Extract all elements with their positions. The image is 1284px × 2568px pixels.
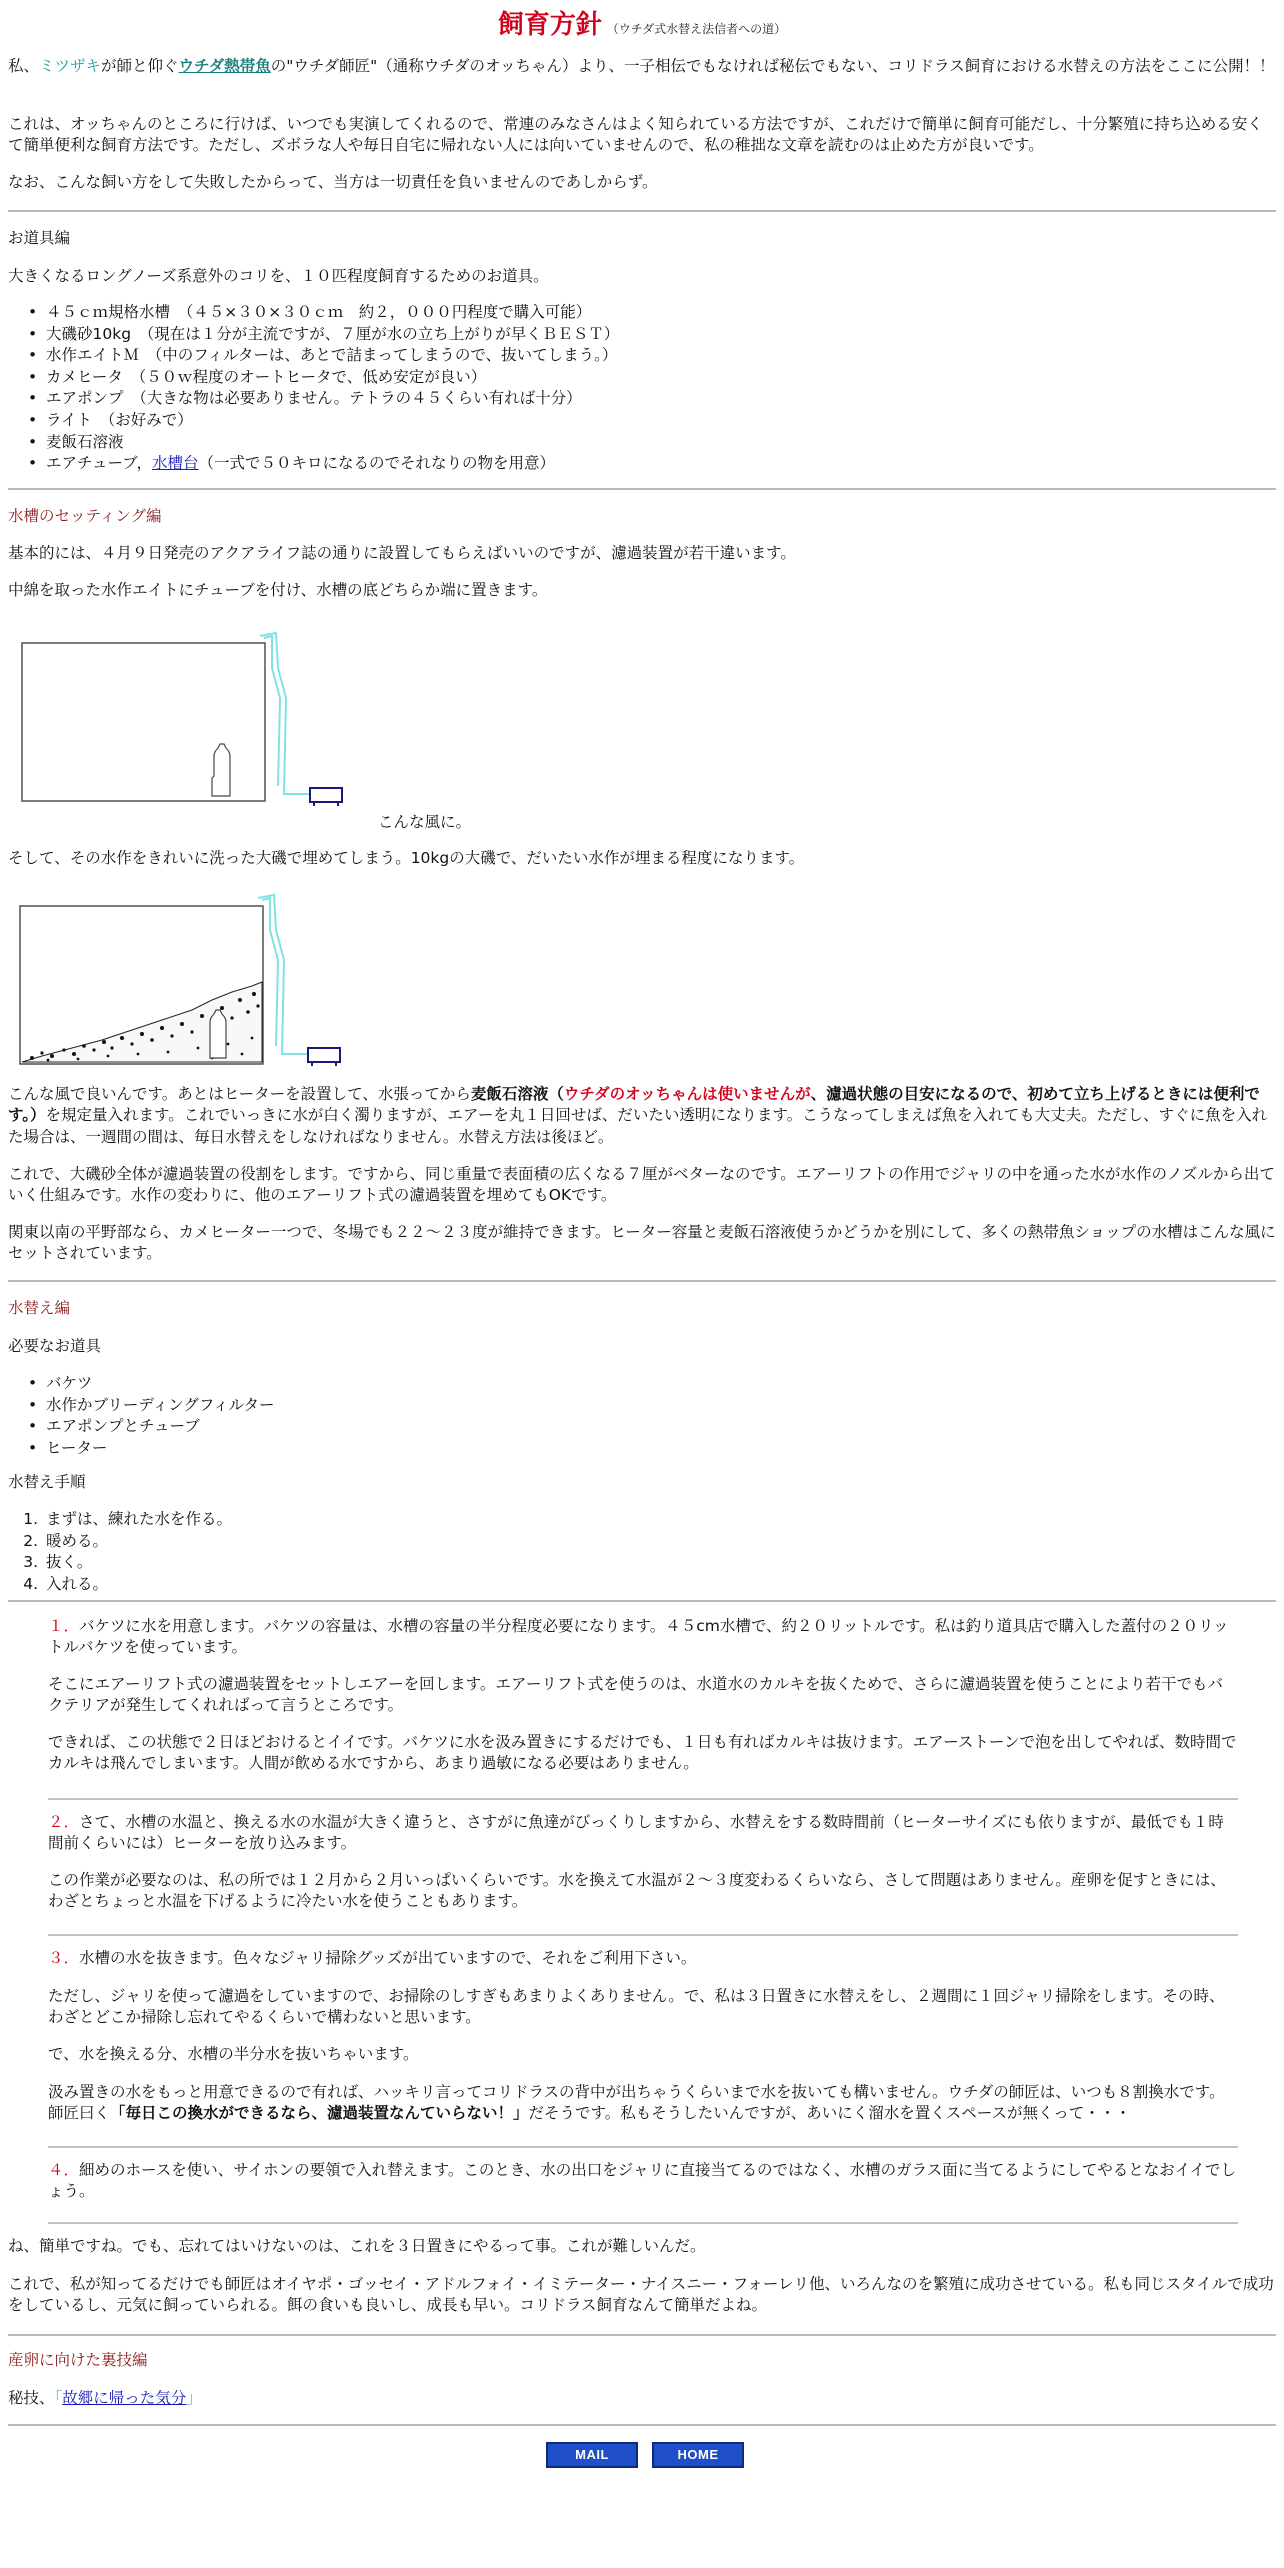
step-4-paragraph-1: ４．細めのホースを使い、サイホンの要領で入れ替えます。このとき、水の出口をジャリに直接当てるのではなく、水槽のガラス面に当てるようにしてやるとなおイイでしょう。 [48,2161,1236,2201]
tools-lead: 大きくなるロングノーズ系意外のコリを、１０匹程度飼育するためのお道具。 [8,267,549,285]
filter-shape [212,744,230,796]
tools-heading: お道具編 [8,229,71,247]
divider [8,488,1276,490]
mail-button[interactable]: MAIL [546,2442,638,2468]
list-item: • エアチューブ，水槽台（一式で５０キロになるのでそれなりの物を用意） [8,453,1268,475]
list-item: • 麦飯石溶液 [8,432,1268,454]
homecoming-feeling-link[interactable]: 故郷に帰った気分 [62,2389,187,2407]
divider [8,2424,1276,2426]
setting-paragraph-4: こんな風で良いんです。あとはヒーターを設置して、水張ってから麦飯石溶液（ウチダのオッちゃんは使いませんが、濾過状態の目安になるので、初めて立ち上げるときには便利です。）を規定量入れます。これでいっきに水が白く濁りますが、エアーを丸１日回せば、だいたい透明になります。こうなってしまえば魚を入れても大丈夫。ただし、すぐに魚を入れた場合は、一週間の間は、毎日水替えをしなければなりません。水替え方法は後ほど。 [8,1085,1268,1146]
spawn-heading: 産卵に向けた裏技編 [8,2351,148,2369]
uchida-shop-link[interactable]: ウチダ熱帯魚 [178,57,271,75]
step-3-paragraph-1: ３．水槽の水を抜きます。色々なジャリ掃除グッズが出ていますので、それをご利用下さい。 [48,1949,697,1967]
setting-paragraph-5: これで、大磯砂全体が濾過装置の役割をします。ですから、同じ重量で表面積の広くなる７厘がベターなのです。エアーリフトの作用でジャリの中を通った水が水作のノズルから出ていく仕組みです。水作の変わりに、他のエアーリフト式の濾過装置を埋めてもOKです。 [8,1165,1275,1205]
summary-paragraph-2: これで、私が知ってるだけでも師匠はオイヤポ・ゴッセイ・アドルフォイ・イミテーター・ナイスニー・フォーレリ他、いろんなのを繁殖に成功させている。私も同じスタイルで成功をしているし、元気に飼っていられる。餌の食いも良いし、成長も早い。コリドラス飼育なんて簡単だよね。 [8,2275,1274,2315]
page-title: 飼育方針 [497,10,602,40]
divider [48,1798,1238,1800]
intro-paragraph-3: なお、こんな飼い方をして失敗したからって、当方は一切責任を負いませんのであしからず。 [8,173,658,191]
list-item: • 水作エイトＭ （中のフィルターは、あとで詰まってしまうので、抜いてしまう。） [8,345,1268,367]
page-subtitle: （ウチダ式水替え法信者への道） [606,22,787,36]
filter-shape [210,1010,226,1058]
tank-setup-illustration [14,628,354,812]
illustration-caption: こんな風に。 [378,813,472,831]
list-item: • バケツ [8,1373,1268,1395]
step-2-paragraph-1: ２．さて、水槽の水温と、換える水の水温が大きく違うと、さすがに魚達がびっくりしますから、水替えをする数時間前（ヒーターサイズにも依りますが、最低でも１時間前くらいには）ヒーターを放り込みます。 [48,1813,1224,1853]
air-tube [258,895,308,1054]
summary-paragraph-1: ね、簡単ですね。でも、忘れてはいけないのは、これを３日置きにやるって事。これが難しいんだ。 [8,2237,706,2255]
divider [48,2222,1238,2224]
step-1-paragraph-1: １．バケツに水を用意します。バケツの容量は、水槽の容量の半分程度必要になります。４５cm水槽で、約２０リットルです。私は釣り道具店で購入した蓋付の２０リットルバケツを使っています。 [48,1617,1229,1657]
divider [8,1280,1276,1282]
tank-gravel-illustration [12,888,352,1072]
procedure-label: 水替え手順 [8,1473,86,1491]
list-item: • ライト （お好みで） [8,410,1268,432]
tank-stand-link[interactable]: 水槽台 [152,454,199,473]
setting-paragraph-3: そして、その水作をきれいに洗った大磯で埋めてしまう。10kgの大磯で、だいたい水作が埋まる程度になります。 [8,849,805,867]
setting-paragraph-2: 中綿を取った水作エイトにチューブを付け、水槽の底どちらか端に置きます。 [8,581,548,599]
air-pump-shape [308,1048,340,1062]
list-item: • ヒーター [8,1438,1268,1460]
intro-paragraph-1: 私、ミツザキが師と仰ぐウチダ熱帯魚の"ウチダ師匠"（通称ウチダのオッちゃん）より、一子相伝でもなければ秘伝でもない、コリドラス飼育における水替えの方法をここに公開！！ [8,57,1275,75]
list-item: • エアポンプとチューブ [8,1416,1268,1438]
water-heading: 水替え編 [8,1299,71,1317]
author-name: ミツザキ [39,57,102,75]
air-tube [260,633,310,794]
tools-list [8,302,1268,475]
step-2-paragraph-2: この作業が必要なのは、私の所では１２月から２月いっぱいくらいです。水を換えて水温が２～３度変わるくらいなら、さして問題はありません。産卵を促すときには、わざとちょっと水温を下げるように冷たい水を使うこともあります。 [48,1871,1226,1911]
list-item: • エアポンプ （大きな物は必要ありません。テトラの４５くらい有れば十分） [8,388,1268,410]
step-1-paragraph-2: そこにエアーリフト式の濾過装置をセットしエアーを回します。エアーリフト式を使うのは、水道水のカルキを抜くためで、さらに濾過装置を使うことにより若干でもバクテリアが発生してくれればって言うところです。 [48,1675,1224,1715]
air-pump-shape [310,788,342,802]
home-button[interactable]: HOME [652,2442,744,2468]
spawn-lead: 秘技、「故郷に帰った気分」 [8,2389,202,2407]
water-tools-label: 必要なお道具 [8,1337,102,1355]
list-item: • カメヒータ （５０ｗ程度のオートヒータで、低め安定が良い） [8,367,1268,389]
step-3-paragraph-3: で、水を換える分、水槽の半分水を抜いちゃいます。 [48,2045,419,2063]
list-item: 3. 抜く。 [23,1553,93,1572]
setting-paragraph-6: 関東以南の平野部なら、カメヒーター一つで、冬場でも２２～２３度が維持できます。ヒーター容量と麦飯石溶液使うかどうかを別にして、多くの熱帯魚ショップの水槽はこんな風にセットされています。 [8,1223,1276,1263]
list-item: 1. まずは、練れた水を作る。 [23,1510,233,1528]
setting-paragraph-1: 基本的には、４月９日発売のアクアライフ誌の通りに設置してもらえばいいのですが、濾過装置が若干違います。 [8,544,796,562]
procedure-list [8,1509,1268,1595]
water-tools-list [8,1373,1268,1459]
step-3-paragraph-4: 汲み置きの水をもっと用意できるので有れば、ハッキリ言ってコリドラスの背中が出ちゃうくらいまで水を抜いても構いません。ウチダの師匠は、いつも８割換水です。師匠曰く「毎日この換水ができるなら、濾過装置なんていらない！」だそうです。私もそうしたいんですが、あいにく溜水を置くスペースが無くって・・・ [48,2083,1225,2123]
step-1-paragraph-3: できれば、この状態で２日ほどおけるとイイです。バケツに水を汲み置きにするだけでも、１日も有ればカルキは抜けます。エアーストーンで泡を出してやれば、数時間でカルキは飛んでしまいます。人間が飲める水ですから、あまり過敏になる必要はありません。 [48,1733,1237,1773]
intro-paragraph-2: これは、オッちゃんのところに行けば、いつでも実演してくれるので、常連のみなさんはよく知られている方法ですが、これだけで簡単に飼育可能だし、十分繁殖に持ち込める安くて簡単便利な飼育方法です。ただし、ズボラな人や毎日自宅に帰れない人には向いていませんので、私の稚拙な文章を読むのは止めた方が良いです。 [8,115,1263,155]
list-item: • 大磯砂10kg （現在は１分が主流ですが、７厘が水の立ち上がりが早くＢＥＳＴ） [8,324,1268,346]
divider [48,1934,1238,1936]
setting-heading: 水槽のセッティング編 [8,507,162,525]
divider [48,2146,1238,2148]
divider [8,2334,1276,2336]
divider [8,1600,1276,1602]
page-header [0,8,1284,44]
list-item: • 水作かブリーディングフィルター [8,1395,1268,1417]
divider [8,210,1276,212]
list-item: 4. 入れる。 [23,1574,109,1593]
step-3-paragraph-2: ただし、ジャリを使って濾過をしていますので、お掃除のしすぎもあまりよくありません。で、私は３日置きに水替えをし、２週間に１回ジャリ掃除をします。その時、わざとどこか掃除し忘れてやるくらいで構わないと思います。 [48,1987,1225,2027]
list-item: 2. 暖める。 [23,1531,109,1550]
list-item: • ４５ｃｍ規格水槽 （４５×３０×３０ｃｍ 約２，０００円程度で購入可能） [8,302,1268,324]
